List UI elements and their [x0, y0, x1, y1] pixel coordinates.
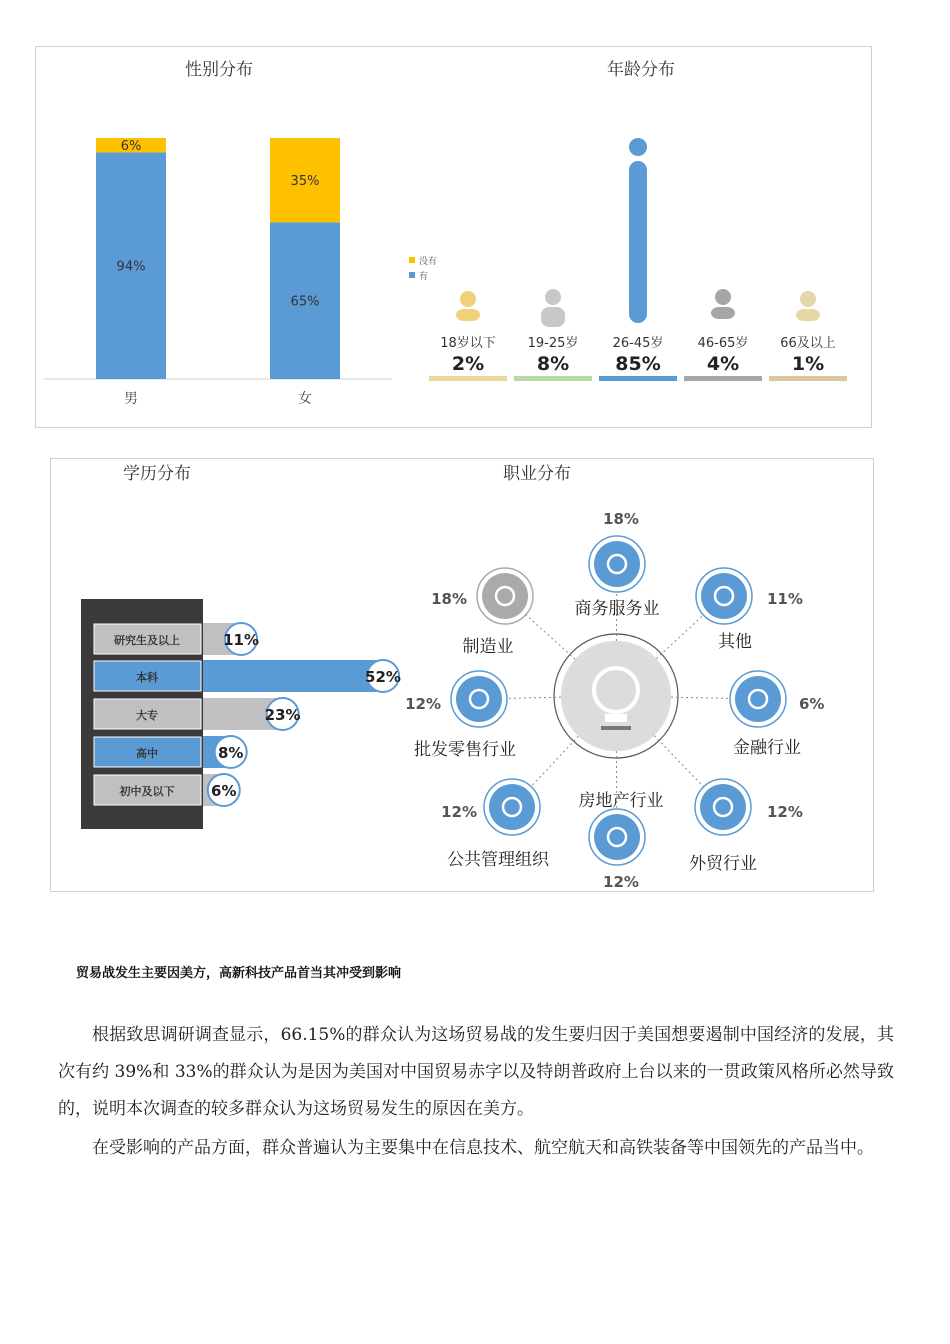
- occupation-value-label: 18%: [603, 510, 639, 528]
- age-person-head: [800, 291, 816, 307]
- education-value-label: 52%: [365, 668, 401, 686]
- search-icon: [594, 814, 640, 860]
- bulb-stand: [601, 726, 631, 730]
- top-chart-panel: [35, 46, 872, 428]
- education-category-label: 研究生及以上: [114, 634, 180, 647]
- age-value-label: 8%: [536, 353, 570, 375]
- gender-category-label: 女: [298, 391, 312, 407]
- age-bar: [796, 309, 820, 321]
- bulb-neck: [605, 714, 627, 722]
- age-category-label: 26-45岁: [612, 336, 664, 351]
- age-category-label: 66及以上: [780, 336, 836, 351]
- occupation-category-label: 其他: [718, 632, 752, 652]
- education-category-label: 大专: [136, 709, 158, 722]
- occupation-chart-title: 职业分布: [503, 464, 571, 484]
- age-value-label: 1%: [791, 353, 825, 375]
- age-value-label: 85%: [615, 353, 661, 375]
- education-value-label: 11%: [223, 631, 260, 649]
- gender-bar-label: 94%: [116, 259, 146, 275]
- age-underline: [514, 376, 592, 381]
- gender-bar-label: 6%: [120, 139, 142, 155]
- wallet-icon: [456, 676, 502, 722]
- occupation-category-label: 房地产行业: [578, 791, 664, 811]
- gender-category-label: 男: [124, 391, 138, 407]
- age-underline: [599, 376, 677, 381]
- education-category-label: 高中: [136, 747, 158, 760]
- owl-icon: [701, 573, 747, 619]
- education-category-label: 初中及以下: [119, 785, 175, 798]
- education-value-label: 8%: [217, 744, 244, 762]
- gender-bar-label: 35%: [290, 174, 320, 190]
- occupation-value-label: 12%: [767, 803, 803, 821]
- gender-bar-label: 65%: [290, 294, 320, 310]
- age-bar: [711, 307, 735, 319]
- education-value-label: 23%: [264, 706, 301, 724]
- occupation-value-label: 11%: [767, 590, 803, 608]
- education-category-label: 本科: [136, 671, 158, 684]
- age-chart-title: 年龄分布: [607, 60, 675, 80]
- article-heading: 贸易战发生主要因美方，高新科技产品首当其冲受到影响: [76, 966, 402, 981]
- occupation-value-label: 6%: [799, 695, 825, 713]
- rocket-icon: [735, 676, 781, 722]
- education-chart-title: 学历分布: [123, 464, 191, 484]
- age-person-head: [715, 289, 731, 305]
- age-bar: [629, 161, 647, 323]
- age-bar: [541, 307, 565, 327]
- age-category-label: 18岁以下: [440, 336, 496, 351]
- age-person-head: [545, 289, 561, 305]
- education-bar: [203, 660, 383, 692]
- occupation-category-label: 外贸行业: [689, 854, 757, 874]
- age-value-label: 2%: [451, 353, 485, 375]
- occupation-value-label: 18%: [431, 590, 467, 608]
- age-category-label: 46-65岁: [697, 336, 749, 351]
- age-category-label: 19-25岁: [527, 336, 579, 351]
- occupation-category-label: 金融行业: [733, 738, 801, 758]
- age-underline: [684, 376, 762, 381]
- age-person-head: [629, 138, 647, 156]
- occupation-value-label: 12%: [441, 803, 477, 821]
- occupation-category-label: 制造业: [462, 637, 514, 657]
- gender-legend-label: 没有: [419, 257, 438, 267]
- age-underline: [429, 376, 507, 381]
- gender-chart-title: 性别分布: [185, 60, 253, 80]
- occupation-value-label: 12%: [405, 695, 441, 713]
- gender-age-chart: [36, 47, 871, 427]
- chat-icon: [700, 784, 746, 830]
- age-bar: [456, 309, 480, 321]
- bank-icon: [594, 541, 640, 587]
- age-underline: [769, 376, 847, 381]
- occupation-category-label: 批发零售行业: [414, 740, 516, 760]
- article-paragraph-2: 在受影响的产品方面，群众普遍认为主要集中在信息技术、航空航天和高铁装备等中国领先的产品当中。: [92, 1138, 874, 1158]
- document-icon: [489, 784, 535, 830]
- occupation-value-label: 12%: [603, 873, 639, 891]
- age-value-label: 4%: [706, 353, 740, 375]
- education-value-label: 6%: [211, 782, 237, 800]
- occupation-category-label: 商务服务业: [574, 599, 660, 619]
- education-occupation-chart: [51, 459, 873, 891]
- rocket-icon: [482, 573, 528, 619]
- gender-legend-swatch: [409, 272, 415, 278]
- bottom-chart-panel: [50, 458, 874, 892]
- occupation-category-label: 公共管理组织: [447, 850, 549, 870]
- article-paragraph-1: 根据致思调研调查显示，66.15%的群众认为这场贸易战的发生要归因于美国想要遏制中国经济的发展，其次有约 39%和 33%的群众认为是因为美国对中国贸易赤字以及特朗普政府上台以来的一贯政策风格所必然导致的，说明本次调查的较多群众认为这场贸易发生的原因在美方。: [58, 1025, 894, 1119]
- gender-legend-swatch: [409, 257, 415, 263]
- bulb-cover: [561, 641, 671, 751]
- gender-legend-label: 有: [419, 272, 429, 282]
- age-person-head: [460, 291, 476, 307]
